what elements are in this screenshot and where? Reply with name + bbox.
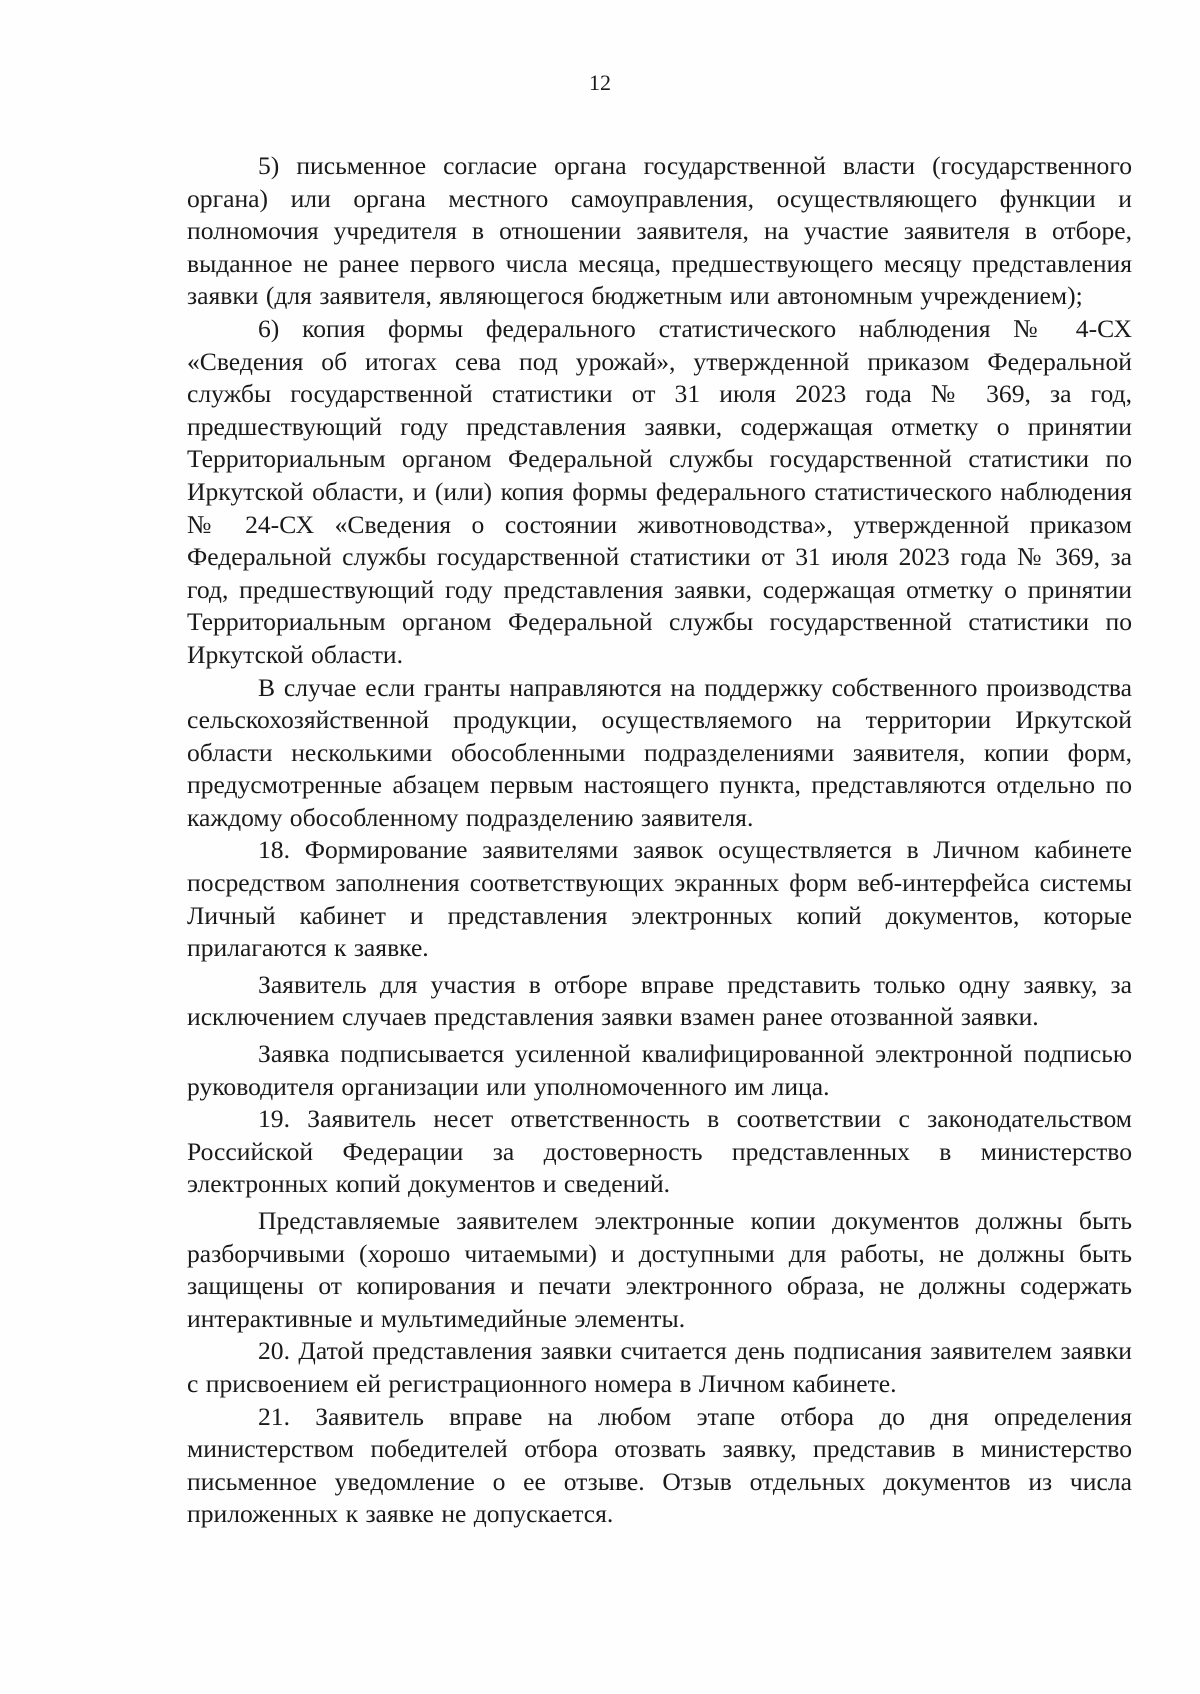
paragraph-clause-21: 21. Заявитель вправе на любом этапе отбора до дня определения министерством победителей отбора отозвать заявку, представив в министерство письменное уведомление о ее отзыве. Отзыв отдельных документов из числа приложенных к заявке не допускается. (187, 1401, 1132, 1529)
document-body (187, 150, 1132, 1531)
page-number: 12 (589, 70, 611, 95)
paragraph-electronic-copies: Представляемые заявителем электронные копии документов должны быть разборчивыми (хорошо читаемыми) и доступными для работы, не должны быть защищены от копирования и печати электронного образа, не должны содержать интерактивные и мультимедийные элементы. (187, 1206, 1132, 1333)
paragraph-clause-20: 20. Датой представления заявки считается день подписания заявителем заявки с присвоением ей регистрационного номера в Личном кабинете. (187, 1336, 1132, 1398)
paragraph-item-6: 6) копия формы федерального статистического наблюдения № 4-СХ «Сведения об итогах сева под урожай», утвержденной приказом Федеральной службы государственной статистики от 31 июля 2023 года № 369, за год, предшествующий году представления заявки, содержащая отметку о принятии Территориальным органом Федеральной службы государственной статистики по Иркутской области, и (или) копия формы федерального статистического наблюдения № 24-СХ «Сведения о состоянии животноводства», утвержденной приказом Федеральной службы государственной статистики от 31 июля 2023 года № 369, за год, предшествующий году представления заявки, содержащая отметку о принятии Территориальным органом Федеральной службы государственной статистики по Иркутской области. (187, 313, 1132, 669)
paragraph-single-application: Заявитель для участия в отборе вправе представить только одну заявку, за исключением случаев представления заявки взамен ранее отозванной заявки. (187, 969, 1132, 1032)
paragraph-item-5: 5) письменное согласие органа государственной власти (государственного органа) или органа местного самоуправления, осуществляющего функции и полномочия учредителя в отношении заявителя, на участие заявителя в отборе, выданное не ранее первого числа месяца, предшествующего месяцу представления заявки (для заявителя, являющегося бюджетным или автономным учреждением); (187, 151, 1132, 311)
paragraph-clause-19: 19. Заявитель несет ответственность в соответствии с законодательством Российской Федерации за достоверность представленных в министерство электронных копий документов и сведений. (187, 1104, 1132, 1199)
paragraph-separate-divisions: В случае если гранты направляются на поддержку собственного производства сельскохозяйственной продукции, осуществляемого на территории Иркутской области несколькими обособленными подразделениями заявителя, копии форм, предусмотренные абзацем первым настоящего пункта, представляются отдельно по каждому обособленному подразделению заявителя. (187, 672, 1132, 832)
paragraph-clause-18: 18. Формирование заявителями заявок осуществляется в Личном кабинете посредством заполнения соответствующих экранных форм веб-интерфейса системы Личный кабинет и представления электронных копий документов, которые прилагаются к заявке. (187, 835, 1132, 963)
paragraph-signature: Заявка подписывается усиленной квалифицированной электронной подписью руководителя организации или уполномоченного им лица. (187, 1039, 1132, 1101)
